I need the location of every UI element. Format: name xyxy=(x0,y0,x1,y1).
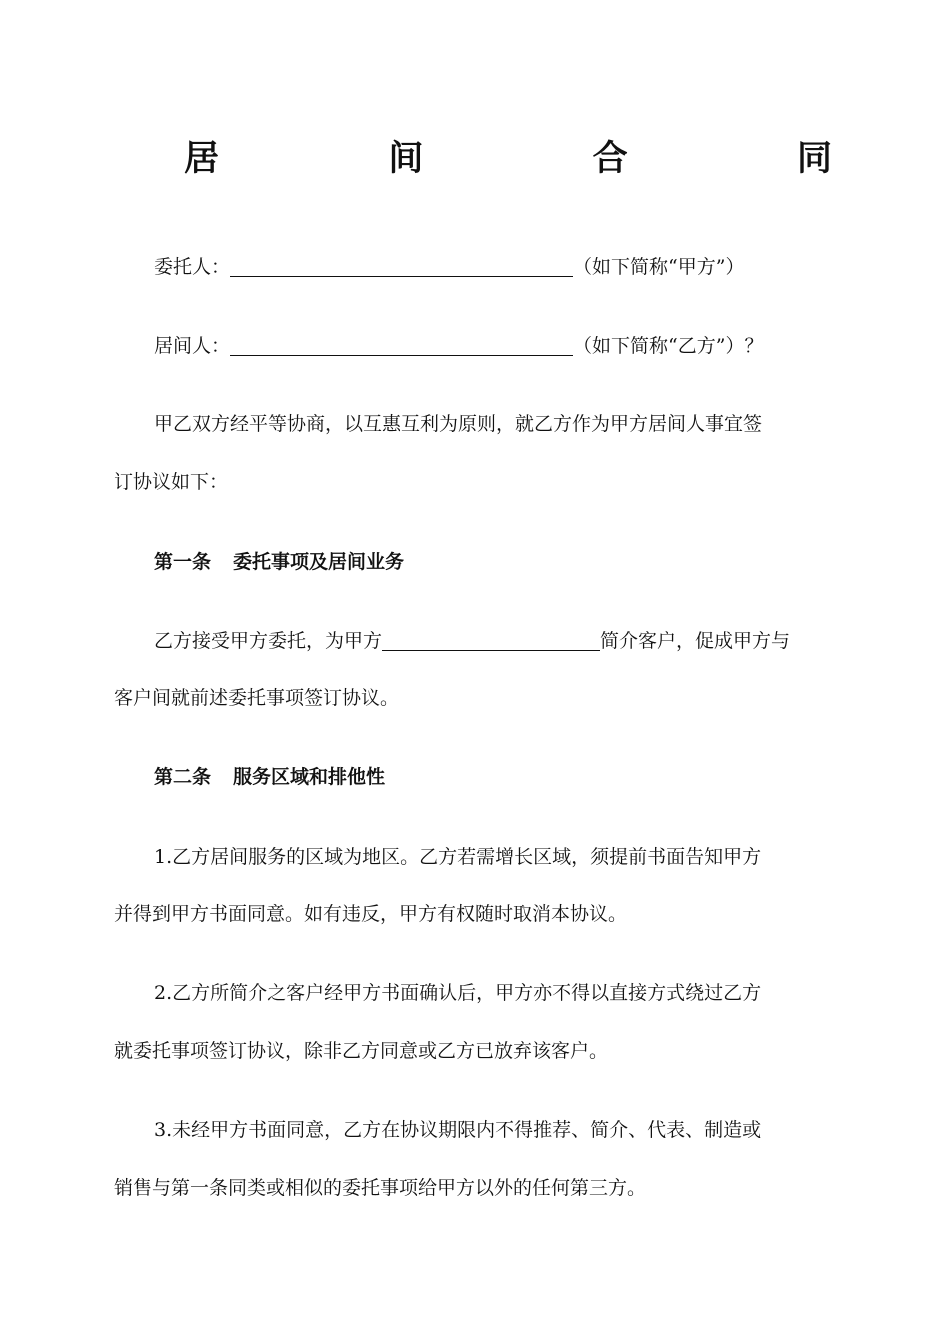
article-2-item-1-line-1: 1.乙方居间服务的区域为地区。乙方若需增长区域，须提前书面告知甲方 xyxy=(154,846,762,868)
preamble-line-1: 甲乙双方经平等协商，以互惠互利为原则，就乙方作为甲方居间人事宜签 xyxy=(154,413,763,435)
entrusted-matter-blank[interactable] xyxy=(382,628,600,651)
title-char: 合 xyxy=(592,139,628,179)
intermediary-line xyxy=(0,331,950,361)
article-1-suffix: 简介客户，促成甲方与 xyxy=(600,630,791,652)
article-2-item-1-line-2: 并得到甲方书面同意。如有违反，甲方有权随时取消本协议。 xyxy=(114,903,628,925)
principal-suffix: （如下简称“甲方”） xyxy=(573,256,745,278)
article-1-number: 第一条 xyxy=(154,551,212,573)
article-2-item-2-line-1: 2.乙方所简介之客户经甲方书面确认后，甲方亦不得以直接方式绕过乙方 xyxy=(154,982,762,1004)
article-2-item-3-line-2: 销售与第一条同类或相似的委托事项给甲方以外的任何第三方。 xyxy=(114,1177,647,1199)
article-1-line-1 xyxy=(0,626,950,656)
title-char: 居 xyxy=(184,139,220,179)
article-1-heading xyxy=(0,547,950,577)
preamble-line-2: 订协议如下： xyxy=(114,471,229,493)
principal-line xyxy=(0,252,950,282)
article-1-title: 委托事项及居间业务 xyxy=(233,551,405,573)
article-2-heading xyxy=(0,762,950,792)
article-2-item-2-line-2: 就委托事项签订协议，除非乙方同意或乙方已放弃该客户。 xyxy=(114,1040,609,1062)
title-char: 间 xyxy=(388,139,424,179)
principal-blank[interactable] xyxy=(230,254,573,277)
document-title xyxy=(184,134,832,184)
article-2-number: 第二条 xyxy=(154,766,212,788)
article-2-item-3-line-1: 3.未经甲方书面同意，乙方在协议期限内不得推荐、简介、代表、制造或 xyxy=(154,1119,762,1141)
article-1-prefix: 乙方接受甲方委托，为甲方 xyxy=(154,630,383,652)
article-1-line-2: 客户间就前述委托事项签订协议。 xyxy=(114,687,400,709)
title-char: 同 xyxy=(796,139,832,179)
article-2-title: 服务区域和排他性 xyxy=(233,766,386,788)
intermediary-blank[interactable] xyxy=(230,333,573,356)
principal-label: 委托人： xyxy=(154,256,231,278)
intermediary-suffix: （如下简称“乙方”）？ xyxy=(573,335,764,357)
intermediary-label: 居间人： xyxy=(154,335,231,357)
